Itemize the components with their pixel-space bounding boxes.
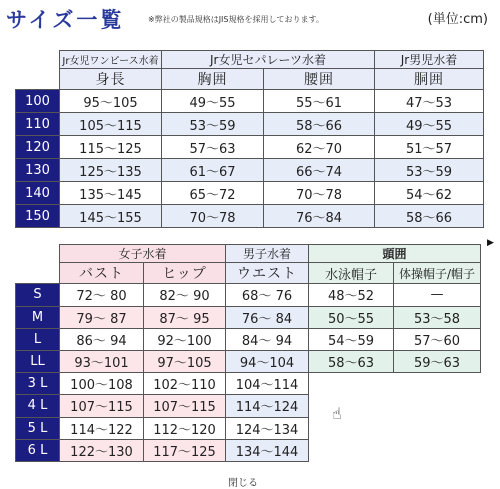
empty-cell [394, 395, 481, 417]
size-cell: 105〜115 [60, 113, 162, 136]
size-cell: 100〜108 [60, 373, 144, 395]
table-row [16, 90, 484, 113]
size-cell: 117〜125 [144, 439, 226, 461]
empty-cell [309, 439, 394, 461]
size-cell: 70〜78 [162, 205, 264, 228]
size-cell: 48〜52 [309, 284, 394, 306]
table-row [16, 439, 481, 461]
header-womens-swimwear: 女子水着 [60, 245, 226, 263]
header-jr-girls-onepiece: Jr女児ワンピース水着 [60, 51, 162, 69]
size-label: 4 L [16, 395, 60, 417]
size-cell: 49〜55 [375, 113, 484, 136]
adult-size-table [15, 244, 481, 462]
size-cell: 54〜59 [309, 328, 394, 350]
size-cell: 107〜115 [144, 395, 226, 417]
size-cell: 94〜104 [226, 350, 309, 372]
empty-cell [394, 417, 481, 439]
size-cell: 53〜59 [375, 159, 484, 182]
header-jr-girls-separate: Jr女児セパレーツ水着 [162, 51, 375, 69]
size-cell: 47〜53 [375, 90, 484, 113]
size-cell: — [394, 284, 481, 306]
size-cell: 93〜101 [60, 350, 144, 372]
size-label: 5 L [16, 417, 60, 439]
junior-size-table [15, 50, 484, 228]
size-cell: 107〜115 [60, 395, 144, 417]
subheader-hip: ヒップ [144, 263, 226, 284]
size-label: 140 [16, 182, 60, 205]
size-cell: 95〜105 [60, 90, 162, 113]
size-cell: 72〜 80 [60, 284, 144, 306]
size-cell: 53〜58 [394, 306, 481, 328]
table-row [16, 136, 484, 159]
table-row [16, 417, 481, 439]
size-cell: 145〜155 [60, 205, 162, 228]
size-cell: 114〜124 [226, 395, 309, 417]
unit-label: (単位:cm) [427, 12, 488, 27]
size-cell: 84〜 94 [226, 328, 309, 350]
size-cell: 135〜145 [60, 182, 162, 205]
table-row [16, 284, 481, 306]
size-cell: 86〜 94 [60, 328, 144, 350]
size-cell: 58〜66 [375, 205, 484, 228]
size-label: S [16, 284, 60, 306]
triangle-right-icon: ▶ [487, 238, 494, 248]
size-cell: 59〜63 [394, 350, 481, 372]
size-cell: 76〜 84 [226, 306, 309, 328]
size-label: LL [16, 350, 60, 372]
size-cell: 58〜66 [264, 113, 375, 136]
header-head-circumference: 頭囲 [309, 245, 481, 263]
size-cell: 70〜78 [264, 182, 375, 205]
size-label: 110 [16, 113, 60, 136]
size-label: 6 L [16, 439, 60, 461]
size-cell: 57〜60 [394, 328, 481, 350]
size-cell: 62〜70 [264, 136, 375, 159]
hand-pointer-icon: ☝ [332, 404, 342, 423]
subheader-hip: 腰囲 [264, 69, 375, 90]
size-label: M [16, 306, 60, 328]
size-label: L [16, 328, 60, 350]
subheader-height: 身長 [60, 69, 162, 90]
table-row [16, 113, 484, 136]
size-cell: 92〜100 [144, 328, 226, 350]
empty-cell [309, 395, 394, 417]
size-cell: 114〜122 [60, 417, 144, 439]
size-cell: 82〜 90 [144, 284, 226, 306]
subheader-chest: 胸囲 [162, 69, 264, 90]
size-cell: 51〜57 [375, 136, 484, 159]
size-cell: 104〜114 [226, 373, 309, 395]
table-row [16, 182, 484, 205]
corner-cell [16, 245, 60, 263]
size-cell: 54〜62 [375, 182, 484, 205]
size-cell: 53〜59 [162, 113, 264, 136]
size-cell: 79〜 87 [60, 306, 144, 328]
size-cell: 66〜74 [264, 159, 375, 182]
size-label: 100 [16, 90, 60, 113]
corner-cell [16, 51, 60, 69]
table-row [16, 306, 481, 328]
subheader-waist: ウエスト [226, 263, 309, 284]
empty-cell [309, 373, 394, 395]
size-cell: 65〜72 [162, 182, 264, 205]
size-cell: 115〜125 [60, 136, 162, 159]
size-cell: 122〜130 [60, 439, 144, 461]
corner-cell [16, 263, 60, 284]
size-cell: 76〜84 [264, 205, 375, 228]
table-row [16, 328, 481, 350]
size-cell: 58〜63 [309, 350, 394, 372]
corner-cell [16, 69, 60, 90]
header-jr-boys: Jr男児水着 [375, 51, 484, 69]
page-title: サイズ一覧 [6, 8, 125, 32]
size-cell: 97〜105 [144, 350, 226, 372]
size-cell: 125〜135 [60, 159, 162, 182]
subheader-gym-cap: 体操帽子/帽子 [394, 263, 481, 284]
size-label: 150 [16, 205, 60, 228]
header-mens-swimwear: 男子水着 [226, 245, 309, 263]
size-label: 3 L [16, 373, 60, 395]
size-label: 130 [16, 159, 60, 182]
size-cell: 87〜 95 [144, 306, 226, 328]
size-cell: 134〜144 [226, 439, 309, 461]
table-row [16, 159, 484, 182]
subheader-swim-cap: 水泳帽子 [309, 263, 394, 284]
table-row [16, 350, 481, 372]
size-cell: 57〜63 [162, 136, 264, 159]
close-link[interactable]: 閉じる [228, 478, 258, 489]
size-label: 120 [16, 136, 60, 159]
table-row [16, 373, 481, 395]
size-cell: 124〜134 [226, 417, 309, 439]
size-cell: 112〜120 [144, 417, 226, 439]
empty-cell [394, 373, 481, 395]
size-cell: 102〜110 [144, 373, 226, 395]
size-cell: 49〜55 [162, 90, 264, 113]
table-row [16, 395, 481, 417]
empty-cell [394, 439, 481, 461]
size-cell: 61〜67 [162, 159, 264, 182]
size-cell: 55〜61 [264, 90, 375, 113]
subheader-waist: 胴囲 [375, 69, 484, 90]
empty-cell [309, 417, 394, 439]
size-cell: 68〜 76 [226, 284, 309, 306]
jis-note: ※弊社の製品規格はJIS規格を採用しております。 [148, 15, 324, 24]
table-row [16, 205, 484, 228]
size-cell: 50〜55 [309, 306, 394, 328]
subheader-bust: バスト [60, 263, 144, 284]
